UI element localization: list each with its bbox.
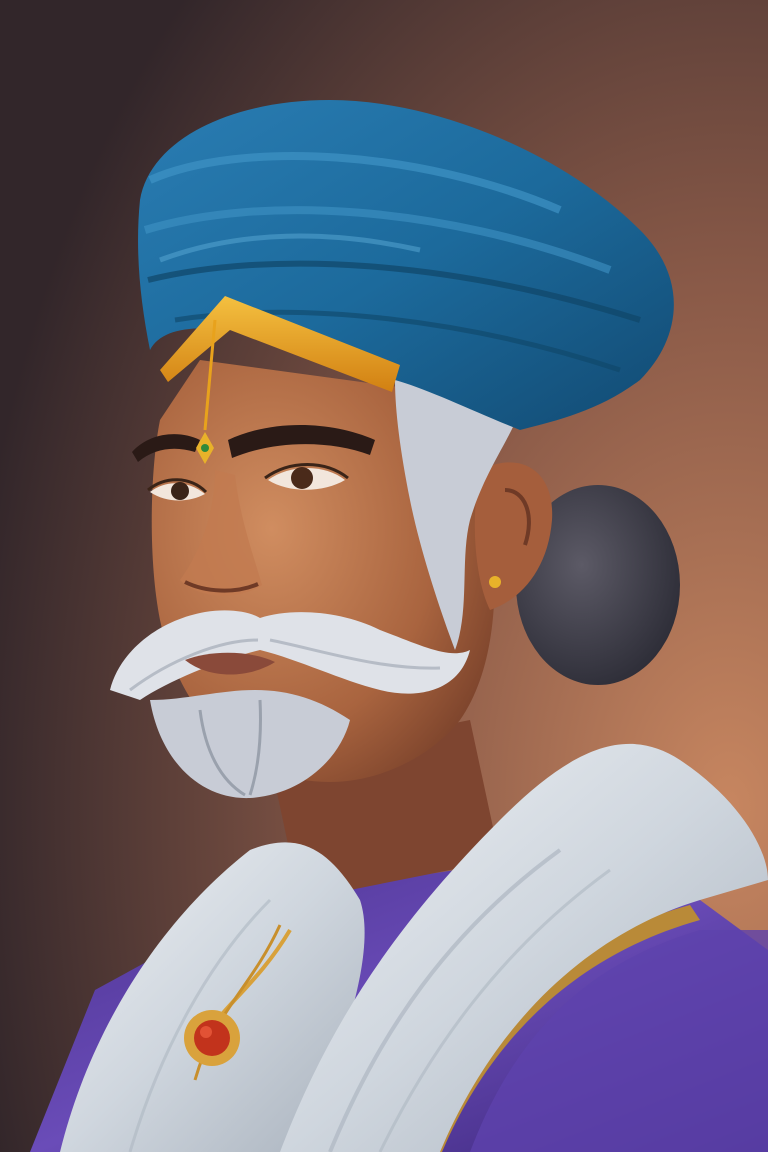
earring [489, 576, 501, 588]
